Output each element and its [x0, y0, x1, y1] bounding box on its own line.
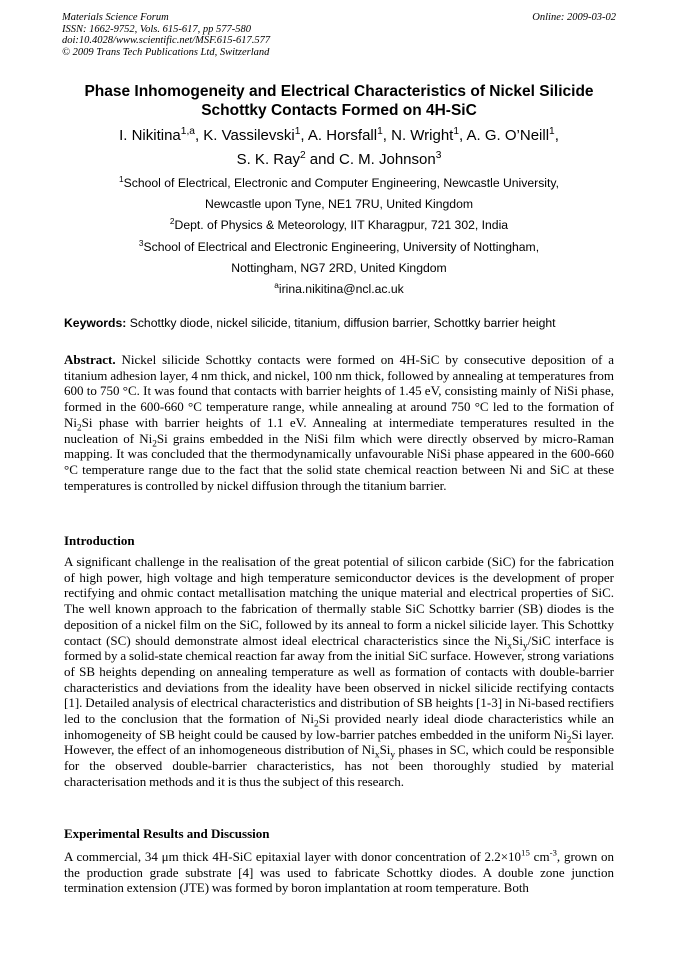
author-separator: and [305, 151, 339, 168]
abstract [64, 352, 614, 493]
author-name: K. Vassilevski [203, 127, 295, 144]
affiliation-1 [40, 173, 638, 194]
superscript: 15 [521, 847, 530, 858]
section-heading-introduction: Introduction [64, 533, 135, 548]
subscript: x [507, 641, 513, 652]
journal-doi: doi:10.4028/www.scientific.net/MSF.615-617.577 [62, 35, 271, 47]
author-separator: , [382, 127, 392, 144]
subscript: 2 [152, 439, 157, 450]
subscript: x [374, 751, 380, 762]
author-name: A. Horsfall [307, 127, 378, 144]
author-name: S. K. Ray [236, 151, 300, 168]
online-date: Online: 2009-03-02 [532, 12, 616, 23]
introduction-paragraph [64, 554, 614, 790]
corresponding-email [40, 279, 638, 300]
paper-title [50, 82, 628, 120]
subscript: 2 [314, 719, 319, 730]
abstract-label: Abstract. [64, 352, 116, 367]
body-text: , grown on the production grade substrate [4] was used to fabricate Schottky diodes. A double zone junction termination extension (JTE) was formed by boron implantation at room temperature. Both [64, 849, 614, 896]
author-affil-mark: 1 [377, 126, 383, 137]
superscript: -3 [549, 847, 557, 858]
author-name: N. Wright [391, 127, 454, 144]
abstract-text: Si phase with barrier heights of 1.1 eV. Annealing at intermediate temperatures resulted in the nucleation of Ni [64, 414, 614, 446]
email-mark: a [274, 279, 279, 290]
affil-mark: 2 [169, 216, 175, 227]
subscript: 2 [77, 423, 82, 434]
author-separator: , [554, 127, 559, 144]
author-line-1 [40, 124, 638, 148]
journal-copyright: © 2009 Trans Tech Publications Ltd, Switzerland [62, 46, 270, 58]
affiliation-2 [40, 215, 638, 236]
author-affil-mark: 1,a [180, 126, 195, 137]
author-separator: , [194, 127, 204, 144]
body-text: A significant challenge in the realisation of the great potential of silicon carbide (SiC) for the fabrication of high power, high voltage and high temperature semiconductor devices is the development of proper rectifying and ohmic contact metallisation matching the unique material and electrical properties of SiC. The well known approach to the fabrication of thermally stable SiC Schottky barrier (SB) diodes is the deposition of a nickel film on the SiC, followed by its anneal to form a nickel silicide layer. This Schottky contact (SC) should demonstrate almost ideal electrical characteristics since the Ni [64, 554, 614, 648]
affil-text: School of Electrical and Electronic Engineering, University of Nottingham, [143, 239, 540, 254]
keywords-label: Keywords: [64, 316, 127, 330]
affiliation-1-cont: Newcastle upon Tyne, NE1 7RU, United Kingdom [204, 197, 474, 212]
author-line-2 [40, 148, 638, 172]
subscript: 2 [566, 735, 572, 746]
author-affil-mark: 1 [453, 126, 460, 137]
keywords-text: Schottky diode, nickel silicide, titanium, diffusion barrier, Schottky barrier height [126, 316, 556, 330]
subscript: y [522, 641, 528, 652]
author-name: C. M. Johnson [339, 151, 436, 168]
author-affil-mark: 1 [294, 126, 301, 137]
author-name: I. Nikitina [119, 127, 181, 144]
affiliation-list [40, 173, 638, 300]
abstract-text: Nickel silicide Schottky contacts were formed on 4H-SiC by consecutive deposition of a titanium adhesion layer, 4 nm thick, and nickel, 100 nm thick, followed by annealing at temperatures from 600 to 750 °C. It was found that contacts with barrier heights of 1.45 eV, consisting mainly of NiSi phase, formed in the 600-660 °C temperature range, while annealing at around 750 °C led to the formation of Ni [64, 352, 614, 430]
affil-mark: 1 [119, 173, 124, 184]
body-text: phases in SC, which could be responsible for the observed double-barrier characteristics, has not been thoroughly studied by material characterisation methods and it is thus the subject of this research. [64, 742, 614, 789]
body-text: Si [379, 742, 391, 758]
body-text: Si layer. However, the effect of an inhomogeneous distribution of Ni [64, 726, 614, 758]
abstract-text: Si grains embedded in the NiSi film which were directly observed by micro-Raman mapping. It was concluded that the thermodynamically unfavourable NiSi phase appeared in the 600-660 °C temperature range due to the fact that the solid state chemical reaction between Ni and SiC at these temperatures is controlled by nickel diffusion through the titanium barrier. [64, 430, 614, 493]
author-affil-mark: 1 [549, 126, 555, 137]
email-link[interactable]: irina.nikitina@ncl.ac.uk [278, 282, 404, 297]
affiliation-3 [40, 237, 638, 258]
journal-issn: ISSN: 1662-9752, Vols. 615-617, pp 577-580 [62, 23, 251, 35]
body-text: Si [512, 632, 523, 648]
author-name: A. G. O’Neill [466, 127, 550, 144]
affil-text: Dept. of Physics & Meteorology, IIT Kharagpur, 721 302, India [174, 218, 509, 233]
author-affil-mark: 2 [299, 150, 306, 161]
section-heading-experimental: Experimental Results and Discussion [64, 826, 270, 841]
body-text: A commercial, 34 μm thick 4H-SiC epitaxial layer with donor concentration of 2.2×10 [64, 849, 522, 864]
author-affil-mark: 3 [435, 150, 442, 161]
author-separator: , [459, 127, 467, 144]
body-text: cm [529, 849, 550, 864]
journal-name: Materials Science Forum [62, 12, 169, 23]
subscript: y [390, 751, 396, 762]
body-text: /SiC interface is formed by a solid-state chemical reaction far away from the initial SiC surface. However, strong variations of SB heights depending on annealing temperature as well as formation of contacts with double-barrier characteristics and deviations from the ideality have been observed in nickel silicide rectifying contacts [1]. Detailed analysis of electrical characteristics and distribution of SB heights [1-3] in Ni-based rectifiers led to the conclusion that the formation of Ni [64, 632, 614, 727]
affiliation-3-cont: Nottingham, NG7 2RD, United Kingdom [231, 260, 447, 275]
author-separator: , [300, 127, 308, 144]
journal-header [62, 12, 616, 58]
keywords [64, 316, 620, 331]
affil-mark: 3 [138, 237, 144, 248]
affil-text: School of Electrical, Electronic and Computer Engineering, Newcastle University, [123, 176, 559, 190]
body-text: Si provided nearly ideal diode characteristics while an inhomogeneity of SB height could be caused by low-barrier patches embedded in the uniform Ni [64, 711, 615, 742]
author-list [40, 124, 638, 172]
title-line-1: Phase Inhomogeneity and Electrical Characteristics of Nickel Silicide [84, 83, 594, 100]
experimental-paragraph [64, 849, 614, 896]
title-line-2: Schottky Contacts Formed on 4H-SiC [201, 102, 477, 119]
